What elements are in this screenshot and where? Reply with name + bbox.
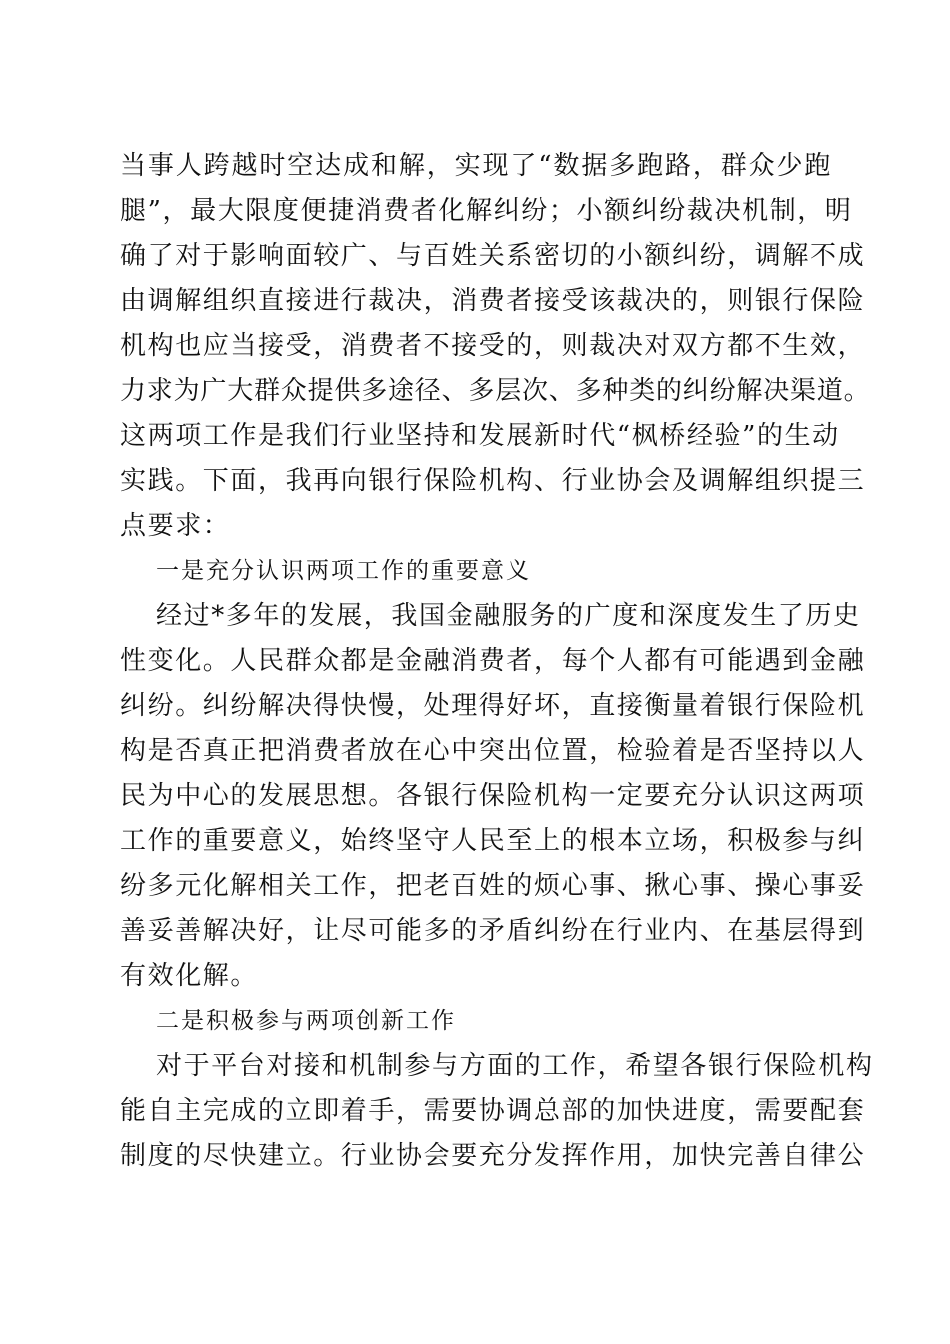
body-text-line: 能自主完成的立即着手，需要协调总部的加快进度，需要配套 [120,1096,866,1126]
body-text-line: 点要求： [120,511,231,541]
section-heading-1: 一是充分认识两项工作的重要意义 [156,558,531,584]
body-text-line: 确了对于影响面较广、与百姓关系密切的小额纠纷，调解不成 [120,241,866,271]
body-text-line: 纷多元化解相关工作，把老百姓的烦心事、揪心事、操心事妥 [120,871,866,901]
body-text-line: 机构也应当接受，消费者不接受的，则裁决对双方都不生效， [120,331,866,361]
body-text-line: 工作的重要意义，始终坚守人民至上的根本立场，积极参与纠 [120,826,866,856]
body-text-line: 当事人跨越时空达成和解，实现了“数据多跑路，群众少跑 [120,151,832,181]
body-text-line: 制度的尽快建立。行业协会要充分发挥作用，加快完善自律公 [120,1141,866,1171]
body-text-line: 有效化解。 [120,961,259,991]
body-text-line: 实践。下面，我再向银行保险机构、行业协会及调解组织提三 [120,466,866,496]
body-text-line: 对于平台对接和机制参与方面的工作，希望各银行保险机构 [156,1051,874,1081]
section-heading-2: 二是积极参与两项创新工作 [156,1008,456,1034]
body-text-line: 力求为广大群众提供多途径、多层次、多种类的纠纷解决渠道。 [120,376,871,406]
body-text-line: 经过*多年的发展，我国金融服务的广度和深度发生了历史 [156,601,861,631]
body-text-line: 腿”，最大限度便捷消费者化解纠纷；小额纠纷裁决机制，明 [120,196,853,226]
body-text-line: 由调解组织直接进行裁决，消费者接受该裁决的，则银行保险 [120,286,866,316]
body-text-line: 善妥善解决好，让尽可能多的矛盾纠纷在行业内、在基层得到 [120,916,866,946]
body-text-line: 纠纷。纠纷解决得快慢，处理得好坏，直接衡量着银行保险机 [120,691,866,721]
body-text-line: 这两项工作是我们行业坚持和发展新时代“枫桥经验”的生动 [120,421,840,451]
body-text-line: 性变化。人民群众都是金融消费者，每个人都有可能遇到金融 [120,646,866,676]
body-text-line: 构是否真正把消费者放在心中突出位置，检验着是否坚持以人 [120,736,866,766]
body-text-line: 民为中心的发展思想。各银行保险机构一定要充分认识这两项 [120,781,866,811]
